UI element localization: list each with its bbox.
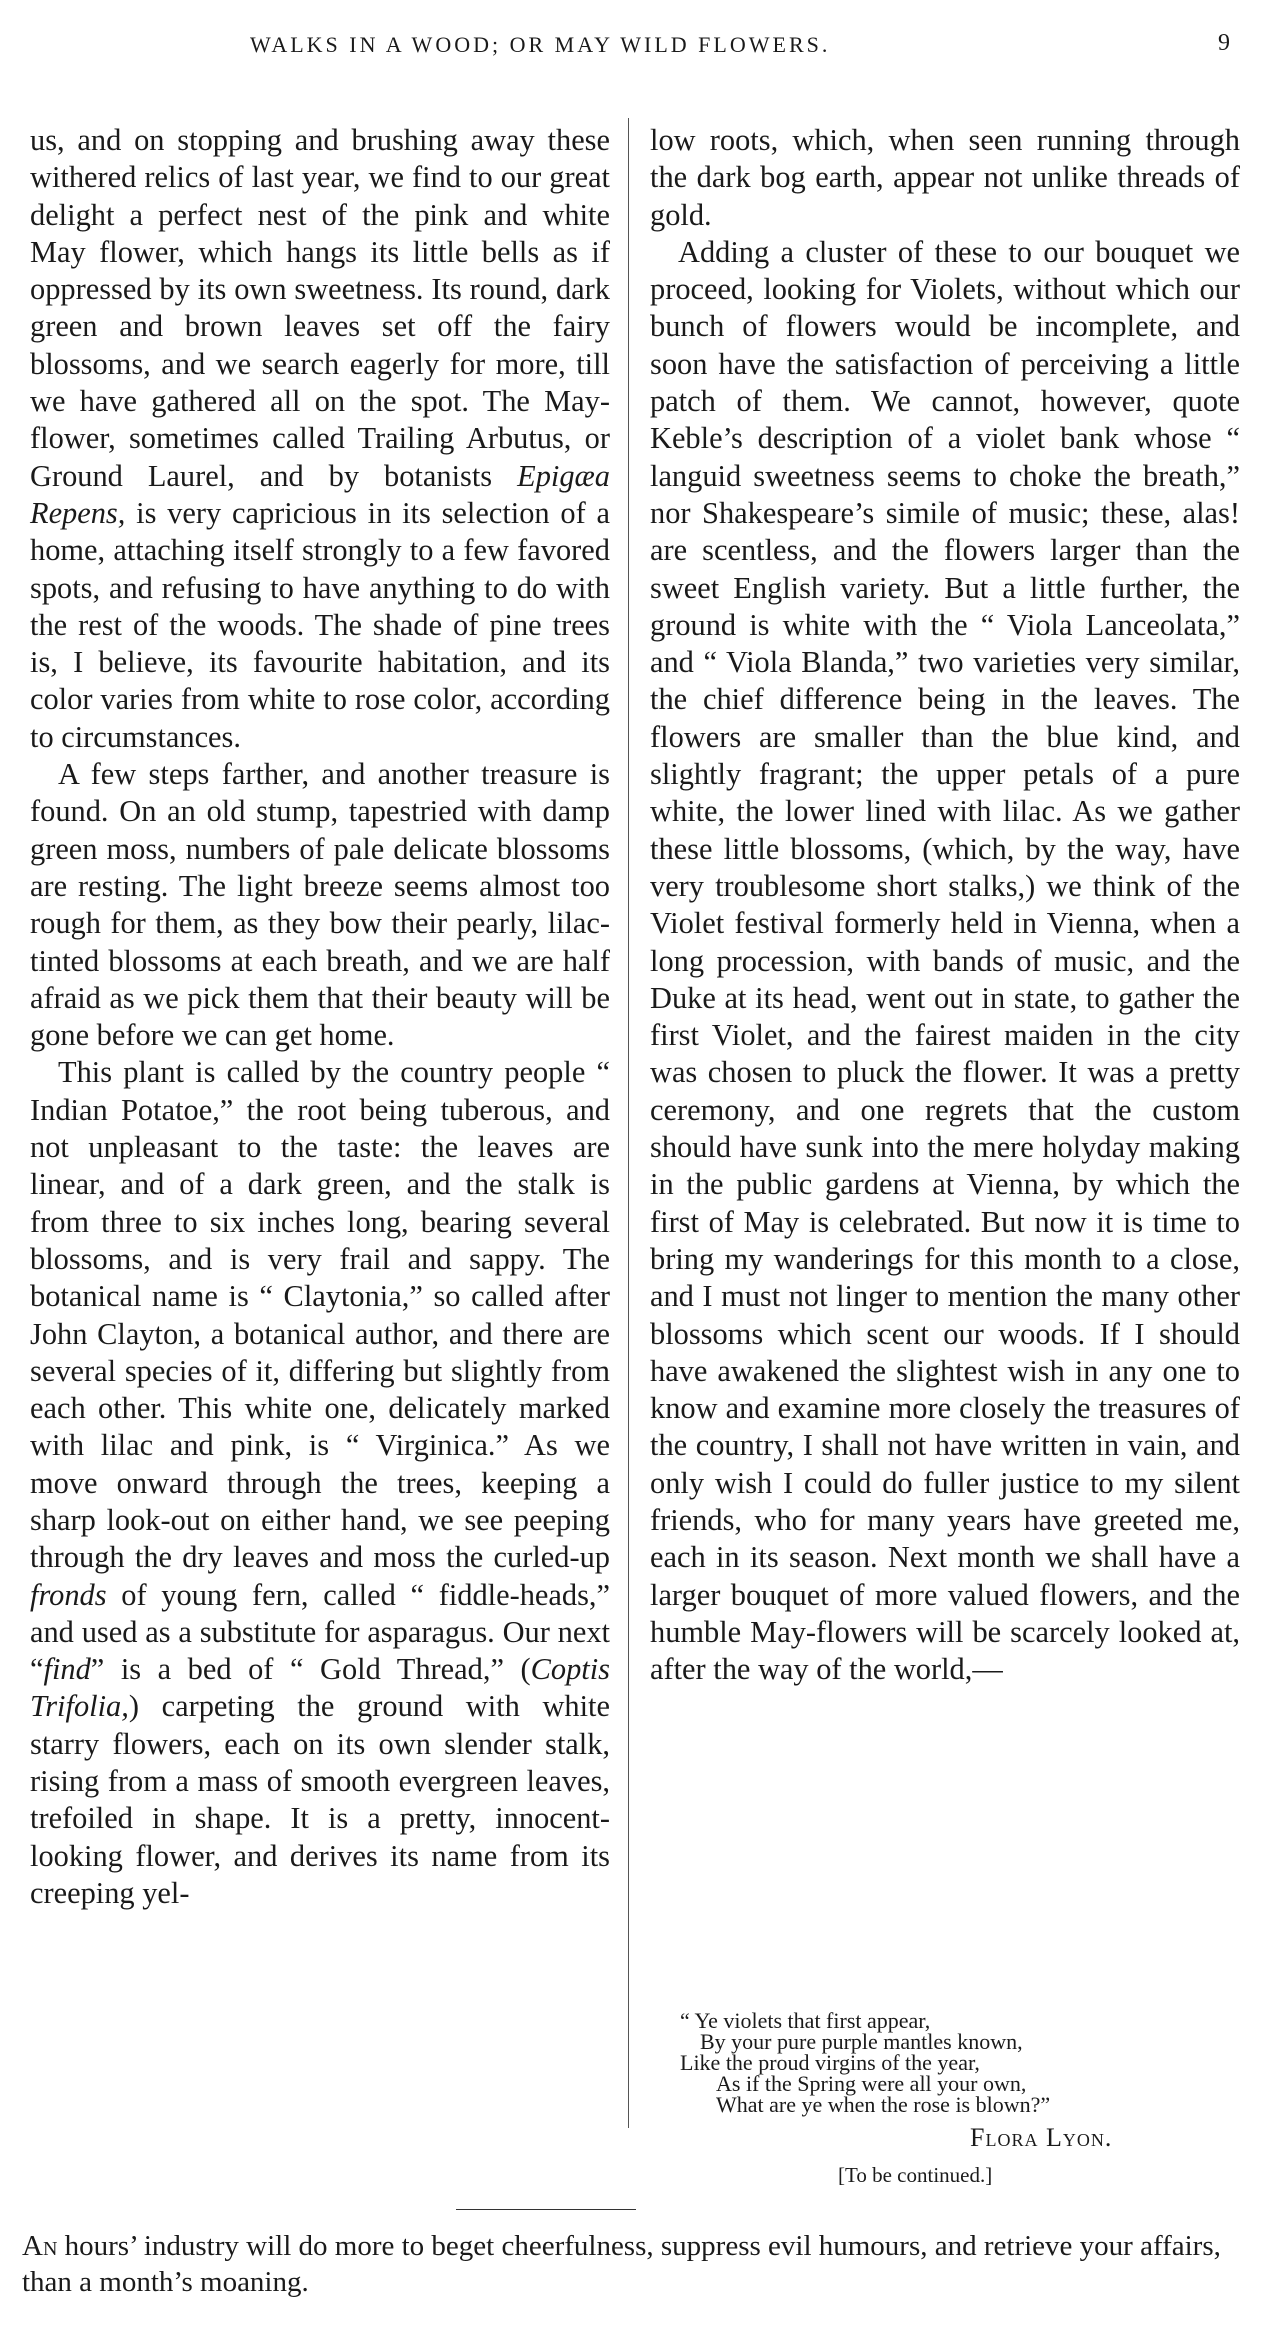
author-signature: Flora Lyon. (970, 2123, 1113, 2152)
continued-note: [To be continued.] (838, 2163, 993, 2187)
paragraph-text: ) carpeting the ground with white starry flowers, each on its own slender stalk, rising from a mass of smooth evergreen leaves, trefoiled in shape. It is a pretty, innocent-looking flower, and derives its name from its creeping yel- (30, 1689, 610, 1910)
paragraph-text: of young fern, called “ fiddle-heads,” and used as a substitute for asparagus. Our next “ (30, 1577, 610, 1687)
maxim-first-word: An (22, 2230, 58, 2262)
paragraph-stump: A few steps farther, and another treasure is found. On an old stump, tapestried with damp green moss, numbers of pale delicate blossoms are resting. The light breeze seems almost too rough for them, as they bow their pearly, lilac-tinted blossoms at each breath, and we are half afraid as we pick them that their beauty will be gone before we can get home. (30, 757, 610, 1053)
paragraph-mayflower (30, 122, 610, 756)
paragraph-claytonia (30, 1054, 610, 1912)
running-title: WALKS IN A WOOD; OR MAY WILD FLOWERS. (250, 32, 831, 57)
verse-line: “ Ye violets that first appear, (680, 2008, 931, 2033)
right-column (650, 122, 1240, 1688)
verse-quotation (680, 2010, 1240, 2115)
page-header (0, 22, 1269, 62)
page-number: 9 (1218, 30, 1230, 56)
maxim-text: hours’ industry will do more to beget cheerfulness, suppress evil humours, and retrieve your affairs, than a month’s moaning. (22, 2230, 1221, 2298)
verse-line: By your pure purple mantles known, (700, 2029, 1023, 2054)
column-rule (628, 118, 629, 2128)
paragraph-text: us, and on stopping and brushing away these withered relics of last year, we find to our great delight a perfect nest of the pink and white May flower, which hangs its little bells as if oppressed by its own sweetness. Its round, dark green and brown leaves set off the fairy blossoms, and we search eagerly for more, till we have gathered all on the spot. The May-flower, sometimes called Trailing Arbutus, or Ground Laurel, and by botanists (30, 123, 610, 493)
left-column (30, 122, 610, 1912)
divider-rule (456, 2209, 636, 2210)
verse-line: Like the proud virgins of the year, (680, 2050, 980, 2075)
paragraph-violets: Adding a cluster of these to our bouquet we proceed, looking for Violets, without which our bunch of flowers would be incomplete, and soon have the satisfaction of perceiving a little patch of them. We cannot, however, quote Keble’s description of a violet bank whose “ languid sweetness seems to choke the breath,” nor Shakespeare’s simile of music; these, alas! are scentless, and the flowers larger than the sweet English variety. But a little further, the ground is white with the “ Viola Lanceolata,” and “ Viola Blanda,” two varieties very similar, the chief difference being in the leaves. The flowers are smaller than the blue kind, and slightly fragrant; the upper petals of a pure white, the lower lined with lilac. As we gather these little blossoms, (which, by the way, have very troublesome short stalks,) we think of the Violet festival formerly held in Vienna, when a long procession, with bands of music, and the Duke at its head, went out in state, to gather the first Violet, and the fairest maiden in the city was chosen to pluck the flower. It was a pretty ceremony, and one regrets that the custom should have sunk into the mere holyday making in the public gardens at Vienna, by which the first of May is celebrated. But now it is time to bring my wanderings for this month to a close, and I must not linger to mention the many other blossoms which scent our woods. If I should have awakened the slightest wish in any one to know and examine more closely the treasures of the country, I shall not have written in vain, and only wish I could do fuller justice to my silent friends, who for many years have greeted me, each in its season. Next month we shall have a larger bouquet of more valued flowers, and the humble May-flowers will be scarcely looked at, after the way of the world,— (650, 234, 1240, 1687)
botanical-name: Epigæa Repens, (30, 458, 610, 530)
italic-word: fronds (30, 1577, 107, 1612)
paragraph-text: is very capricious in its selection of a home, attaching itself strongly to a few favored spots, and refusing to have anything to do with the rest of the woods. The shade of pine trees is, I believe, its favourite habitation, and its color varies from white to rose color, according to circumstances. (30, 495, 610, 754)
maxim-paragraph (22, 2228, 1242, 2300)
paragraph-text: This plant is called by the country people “ Indian Potatoe,” the root being tuberous, and not unpleasant to the taste: the leaves are linear, and of a dark green, and the stalk is from three to six inches long, bearing several blossoms, and is very frail and sappy. The botanical name is “ Claytonia,” so called after John Clayton, a botanical author, and there are several species of it, differing but slightly from each other. This white one, delicately marked with lilac and pink, is “ Virginica.” As we move onward through the trees, keeping a sharp look-out on either hand, we see peeping through the dry leaves and moss the curled-up (30, 1055, 610, 1575)
paragraph-text: ” is a bed of “ Gold Thread,” ( (90, 1652, 531, 1687)
botanical-name: Coptis Trifolia, (30, 1652, 610, 1724)
italic-word: find (43, 1652, 91, 1687)
paragraph-gold-thread: low roots, which, when seen running through the dark bog earth, appear not unlike threads of gold. (650, 123, 1240, 232)
verse-line: As if the Spring were all your own, (716, 2071, 1027, 2096)
verse-line: What are ye when the rose is blown?” (716, 2092, 1051, 2117)
